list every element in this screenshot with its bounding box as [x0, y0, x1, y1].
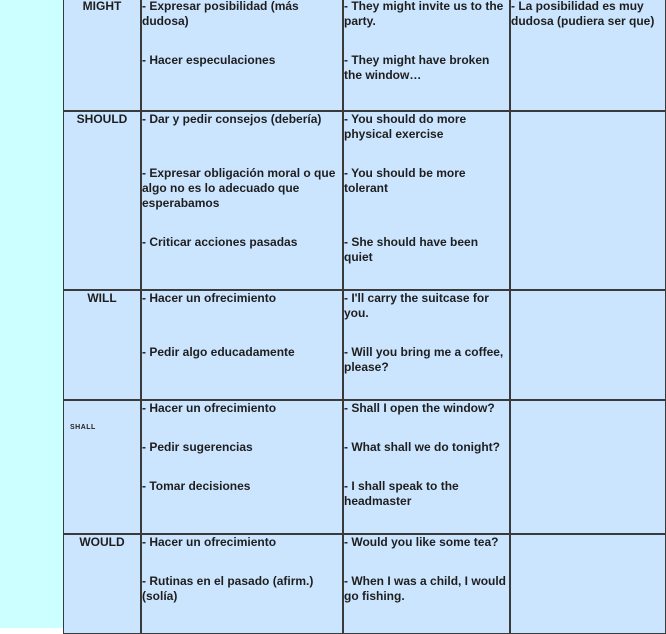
verb-label: MIGHT: [82, 0, 122, 13]
example-item: - You should do more physical exercise: [344, 112, 467, 141]
table-row-should: [63, 111, 666, 290]
use-item: - Pedir sugerencias: [142, 440, 253, 454]
verb-cell: [63, 0, 141, 111]
example-item: - She should have been quiet: [344, 235, 479, 264]
use-item: - Hacer un ofrecimiento: [142, 291, 277, 305]
note-cell: [510, 111, 666, 290]
example-item: - You should be more tolerant: [344, 166, 466, 195]
note-cell: [510, 534, 666, 634]
verb-label: SHALL: [70, 424, 96, 431]
example-item: - What shall we do tonight?: [344, 440, 500, 454]
use-item: - Hacer especulaciones: [142, 53, 276, 67]
use-item: - Rutinas en el pasado (afirm.) (solía): [142, 574, 314, 603]
uses-cell: [141, 534, 343, 634]
example-item: - I shall speak to the headmaster: [344, 479, 459, 508]
example-item: - Will you bring me a coffee, please?: [344, 345, 504, 374]
use-item: - Criticar acciones pasadas: [142, 235, 298, 249]
uses-cell: [141, 400, 343, 534]
examples-cell: [343, 0, 510, 111]
uses-cell: [141, 111, 343, 290]
verb-cell: [63, 290, 141, 400]
verb-cell: [63, 111, 141, 290]
uses-cell: [141, 0, 343, 111]
left-margin-strip: [0, 0, 63, 628]
example-item: - They might invite us to the party.: [344, 0, 504, 28]
example-item: - They might have broken the window…: [344, 53, 490, 82]
use-item: - Hacer un ofrecimiento: [142, 535, 277, 549]
use-item: - Pedir algo educadamente: [142, 345, 295, 359]
verb-label: SHOULD: [76, 112, 128, 126]
note-item: - La posibilidad es muy dudosa (pudiera ser que): [511, 0, 655, 28]
example-item: - When I was a child, I would go fishing.: [344, 574, 507, 603]
example-item: - Would you like some tea?: [344, 535, 499, 549]
examples-cell: [343, 111, 510, 290]
use-item: - Dar y pedir consejos (debería): [142, 112, 322, 126]
verb-cell: [63, 400, 141, 534]
table-row-would: [63, 534, 666, 634]
verb-cell: [63, 534, 141, 634]
use-item: - Expresar posibilidad (más dudosa): [142, 0, 299, 28]
table-row-might: [63, 0, 666, 111]
examples-cell: [343, 534, 510, 634]
examples-cell: [343, 400, 510, 534]
table-row-shall: [63, 400, 666, 534]
examples-cell: [343, 290, 510, 400]
use-item: - Hacer un ofrecimiento: [142, 401, 277, 415]
example-item: - I'll carry the suitcase for you.: [344, 291, 489, 320]
verb-label: WOULD: [79, 535, 125, 549]
table-row-will: [63, 290, 666, 400]
note-cell: [510, 290, 666, 400]
note-cell: [510, 0, 666, 111]
use-item: - Expresar obligación moral o que algo no es lo adecuado que esperabamos: [142, 166, 336, 210]
example-item: - Shall I open the window?: [344, 401, 495, 415]
modal-verbs-table: [63, 0, 666, 634]
verb-label: WILL: [87, 291, 117, 305]
use-item: - Tomar decisiones: [142, 479, 251, 493]
uses-cell: [141, 290, 343, 400]
note-cell: [510, 400, 666, 534]
